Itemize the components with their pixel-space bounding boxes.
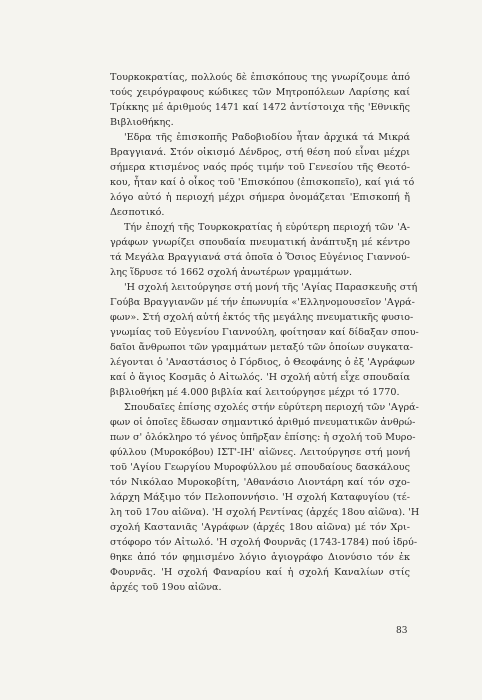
text-line: δαῖοι ἄνθρωποι τῶν γραμμάτων μεταξύ τῶν ὁποίων συγκατα-	[110, 342, 413, 353]
text-line: Τήν ἐποχή τῆς Τουρκοκρατίας ἡ εὐρύτερη περιοχή τῶν 'Α-	[124, 222, 410, 233]
text-line: τόν Νικόλαο Μυροκοβίτη, 'Αθανάσιο Λιοντάρη καί τόν σχο-	[110, 477, 410, 488]
text-line: λη τοῦ 17ου αἰῶνα). 'Η σχολή Ρεντίνας (ἀρχές 18ου αἰῶνα). 'Η	[110, 507, 420, 518]
text-line: θηκε ἀπό τόν φημισμένο λόγιο ἁγιογράφο Διονύσιο τόν ἐκ	[110, 552, 410, 563]
text-line: ἀρχές τοῦ 19ου αἰῶνα.	[110, 582, 222, 593]
paragraph-2	[110, 130, 415, 220]
text-line: καί ὁ ἅγιος Κοσμᾶς ὁ Αἰτωλός. 'Η σχολή αὐτή εἶχε σπουδαία	[110, 372, 410, 383]
body-text	[110, 70, 420, 595]
text-line: Βιβλιοθήκης.	[110, 117, 174, 128]
text-line: 'Εδρα τῆς ἐπισκοπῆς Ραδοβιοδίου ἦταν ἀρχικά τά Μικρά	[124, 132, 410, 143]
text-line: Δεσποτικό.	[110, 207, 165, 218]
paragraph-4	[110, 280, 419, 400]
text-line: σχολή Καστανιᾶς 'Αγράφων (ἀρχές 18ου αἰῶνα) μέ τόν Χρι-	[110, 522, 410, 533]
text-line: γράφων γνωρίζει σπουδαία πνευματική ἀνάπτυξη μέ κέντρο	[110, 237, 410, 248]
page-number: 83	[396, 626, 408, 636]
text-line: Τουρκοκρατίας, πολλούς δὲ ἐπισκόπους της γνωρίζουμε ἀπό	[110, 72, 410, 83]
text-line: φων οἱ ὁποῖες ἔδωσαν σημαντικό ἀριθμό πνευματικῶν ἀνθρώ-	[110, 417, 416, 428]
text-line: 'Η σχολή λειτούργησε στή μονή τῆς 'Αγίας Παρασκευῆς στή	[124, 282, 418, 293]
text-line: Γούβα Βραγγιανῶν μέ τήν ἐπωνυμία «'Ελληνομουσεῖον 'Αγρά-	[110, 297, 415, 308]
text-line: λάρχη Μάξιμο τόν Πελοποννήσιο. 'Η σχολή Καταφυγίου (τέ-	[110, 492, 410, 503]
text-line: Φουρνᾶς. 'Η σχολή Φαναρίου καί ἡ σχολή Καναλίων στίς	[110, 567, 410, 578]
text-line: βιβλιοθήκη μέ 4.000 βιβλία καί λειτούργησε μέχρι τό 1770.	[110, 387, 400, 398]
text-line: στόφορο τόν Αἰτωλό. 'Η σχολή Φουρνᾶς (1743-1784) πού ἱδρύ-	[110, 537, 418, 548]
text-line: τοῦ 'Αγίου Γεωργίου Μυροφύλλου μέ σπουδαίους δασκάλους	[110, 462, 410, 473]
paragraph-5	[110, 400, 420, 595]
text-line: σήμερα κτισμένος ναός πρός τιμήν τοῦ Γενεσίου τῆς Θεοτό-	[110, 162, 410, 173]
text-line: γνωμίας τοῦ Εὐγενίου Γιαννούλη, φοίτησαν καί δίδαξαν σπου-	[110, 327, 419, 338]
text-line: Βραγγιανά. Στόν οἰκισμό Δένδρος, στή θέση πού εἶναι μέχρι	[110, 147, 410, 158]
text-line: λης ἵδρυσε τό 1662 σχολή ἀνωτέρων γραμμάτων.	[110, 267, 353, 278]
text-line: φων». Στή σχολή αὐτή ἐκτός τῆς μεγάλης πνευματικῆς φυσιο-	[110, 312, 414, 323]
text-line: Τρίκκης μέ ἀριθμούς 1471 καί 1472 ἀντίστοιχα τῆς 'Εθνικῆς	[110, 102, 410, 113]
text-line: φύλλου (Μυροκόβου) ΙΣΤ'-ΙΗ' αἰῶνες. Λειτούργησε στή μονή	[110, 447, 410, 458]
text-line: κου, ἦταν καί ὁ οἶκος τοῦ 'Επισκόπου (ἐπισκοπεῖο), καί γιά τό	[110, 177, 415, 188]
paragraph-1	[110, 70, 410, 130]
text-line: τούς χειρόγραφους κώδικες τῶν Μητροπόλεων Λαρίσης καί	[110, 87, 410, 98]
text-line: λόγο αὐτό ἡ περιοχή μέχρι σήμερα ὀνομάζεται 'Επισκοπή ἤ	[110, 192, 410, 203]
text-line: Σπουδαῖες ἐπίσης σχολές στήν εὐρύτερη περιοχή τῶν 'Αγρά-	[124, 402, 419, 413]
text-line: τά Μεγάλα Βραγγιανά στά ὁποῖα ὁ Ὅσιος Εὐγένιος Γιαννού-	[110, 252, 410, 263]
text-line: πων σ' ὁλόκληρο τό γένος ὑπῆρξαν ἐπίσης: ἡ σχολή τοῦ Μυρο-	[110, 432, 416, 443]
paragraph-3	[110, 220, 410, 280]
text-line: λέγονται ὁ 'Αναστάσιος ὁ Γόρδιος, ὁ Θεοφάνης ὁ ἐξ 'Αγράφων	[110, 357, 415, 368]
